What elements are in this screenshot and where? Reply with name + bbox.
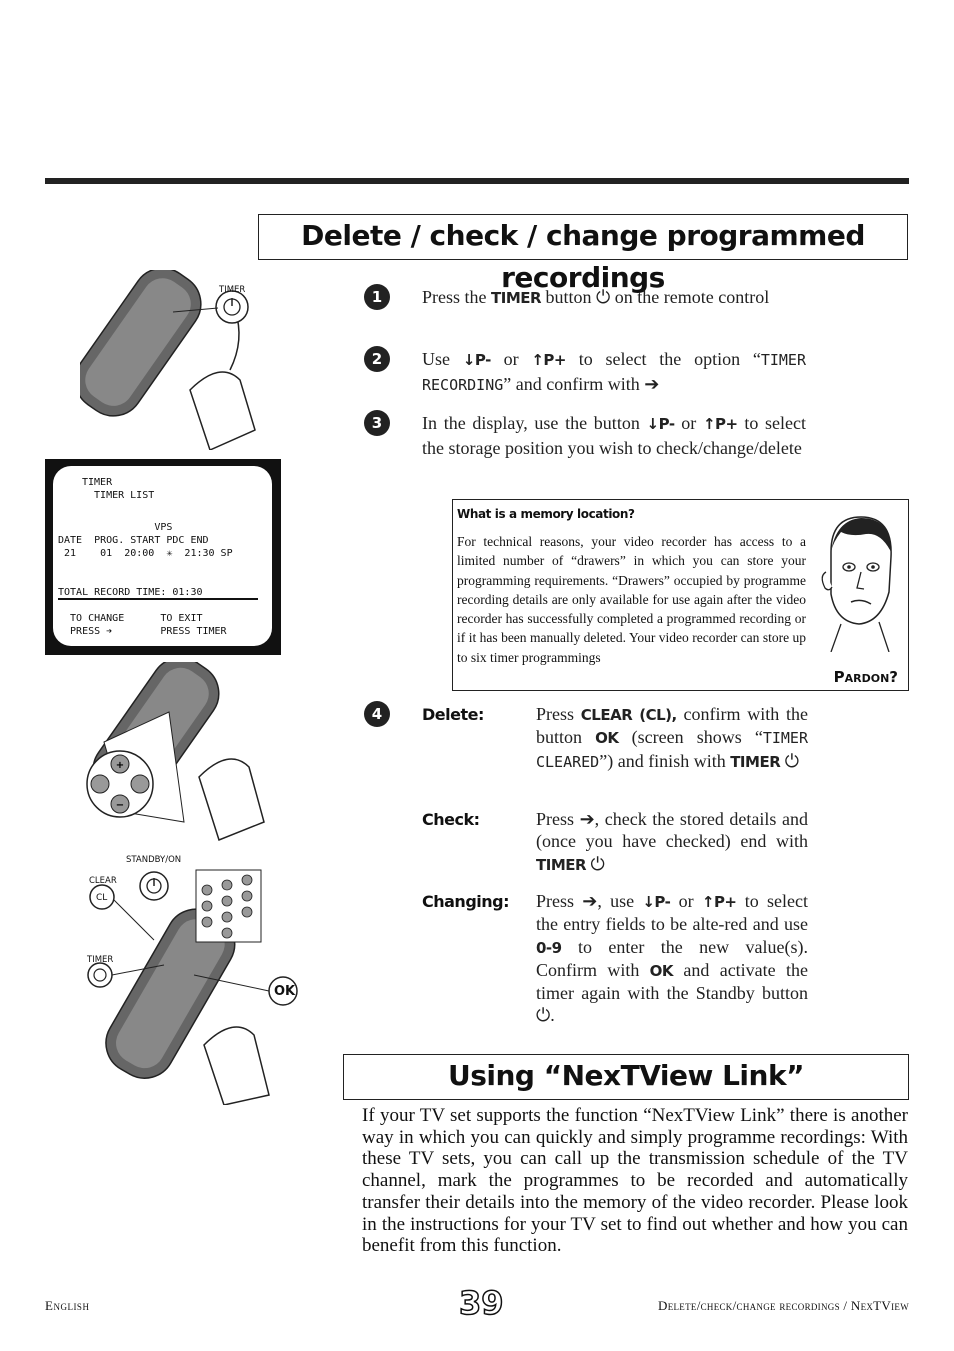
text: Press xyxy=(536,704,581,724)
svg-text:+: + xyxy=(115,760,125,771)
p-plus-key: ↑P+ xyxy=(701,893,737,911)
timer-label: TIMER xyxy=(87,955,114,965)
p-minus-key: ↓P- xyxy=(462,351,491,369)
text: or xyxy=(490,349,532,369)
screen-line: DATE PROG. START PDC END xyxy=(58,535,209,546)
pardon-face-icon xyxy=(811,512,903,652)
delete-label: Delete: xyxy=(422,705,484,724)
timer-key: TIMER xyxy=(491,289,542,307)
screen-line: VPS xyxy=(58,522,173,533)
ok-key: OK xyxy=(595,729,619,748)
p-plus-key: ↑P+ xyxy=(702,415,738,433)
changing-text xyxy=(536,890,808,1027)
text: ” and confirm with ➔ xyxy=(503,374,660,394)
step-2-text xyxy=(422,347,806,397)
nextview-paragraph: If your TV set supports the function “NexTView Link” there is another way in which you can quickly and simply programme recordings: With these TV sets, you can call up the transmission schedule of the TV channel, mark the programmes to be recorded and automatically transfer their details into the memory of the video recorder. Please look in the instructions for your TV set to find out whether and how you can benefit from this function. xyxy=(362,1105,908,1257)
step-number-2: 2 xyxy=(364,346,390,372)
check-label: Check: xyxy=(422,810,480,829)
remote-timer-illustration xyxy=(80,270,290,450)
p-plus-key: ↑P+ xyxy=(531,351,566,369)
option-name: TIMER RECORDING xyxy=(422,351,806,394)
pardon-label: Pardon? xyxy=(833,668,898,686)
screen-line: TIMER xyxy=(82,477,113,488)
timer-key: TIMER xyxy=(536,855,587,874)
text: to select the option “ xyxy=(566,349,761,369)
remote-arrow-keys-illustration xyxy=(84,662,284,842)
text: button ⏻ on the remote control xyxy=(541,287,770,307)
remote-clear-ok-illustration xyxy=(84,850,304,1105)
text: In the display, use the button xyxy=(422,413,647,433)
footer-language: English xyxy=(45,1298,90,1313)
text: to enter the new value(s). Confirm with xyxy=(536,936,808,980)
step-number-4: 4 xyxy=(364,701,390,727)
page-number: 39 xyxy=(459,1284,504,1322)
text: or xyxy=(674,413,703,433)
screen-display xyxy=(53,466,272,646)
screen-line: TO CHANGE TO EXIT xyxy=(58,613,203,624)
text: and activate the timer again with the Standby button ⏻. xyxy=(536,959,808,1026)
nextview-title: Using “NexTView Link” xyxy=(343,1054,909,1100)
text: Press ➔, check the stored details and (once you have checked) end with xyxy=(536,809,808,852)
timer-key: TIMER xyxy=(730,752,781,771)
step-1-text xyxy=(422,285,806,310)
timer-button-label: TIMER xyxy=(219,285,246,295)
text: confirm with the button xyxy=(536,704,808,748)
screen-divider xyxy=(58,598,258,600)
text: Press ➔, use xyxy=(536,891,643,911)
note-heading: What is a memory location? xyxy=(457,507,635,521)
text: Press the xyxy=(422,287,491,307)
text: to select the storage position you wish to check/change/delete xyxy=(422,413,806,458)
text: or xyxy=(670,891,702,911)
standby-label: STANDBY/ON xyxy=(126,855,182,865)
page-title: Delete / check / change programmed recordings xyxy=(258,214,908,260)
text: Use xyxy=(422,349,463,369)
changing-label: Changing: xyxy=(422,892,509,911)
screen-line: TOTAL RECORD TIME: 01:30 xyxy=(58,587,203,598)
ok-button-label: OK xyxy=(274,984,296,999)
screen-message: TIMER CLEARED xyxy=(536,729,808,771)
digit-keys: 0-9 xyxy=(536,938,562,957)
check-text xyxy=(536,808,808,876)
step-number-3: 3 xyxy=(364,410,390,436)
screen-line: TIMER LIST xyxy=(82,490,155,501)
text: (screen shows “ xyxy=(618,727,763,748)
clear-key: CLEAR (CL), xyxy=(580,706,677,724)
delete-text xyxy=(536,703,808,773)
cl-button-label: CL xyxy=(96,893,108,903)
p-minus-key: ↓P- xyxy=(642,893,671,911)
screen-line: 21 01 20:00 ✳ 21:30 SP xyxy=(58,548,233,559)
header-rule xyxy=(45,178,909,184)
svg-text:−: − xyxy=(115,800,125,811)
footer-section: Delete/check/change recordings / NexTView xyxy=(658,1298,909,1313)
ok-key: OK xyxy=(649,961,674,980)
text: ⏻ xyxy=(586,853,605,874)
step-number-1: 1 xyxy=(364,284,390,310)
text: ”) and finish with xyxy=(599,750,731,771)
text: to select the entry fields to be alte-red and use xyxy=(536,891,808,935)
text: ⏻ xyxy=(780,750,799,771)
clear-label: CLEAR xyxy=(89,876,117,886)
step-3-text xyxy=(422,411,806,460)
note-body: For technical reasons, your video recorder has access to a limited number of “drawers” in which you can store your programming requirements. “Drawers” occupied by programme recording details are only available for use again after the video recorder has successfully completed a programmed recording or if it has been manually deleted. Your video recorder can store up to six timer programmings xyxy=(457,534,806,665)
memory-location-note xyxy=(452,499,909,691)
timer-list-screen xyxy=(45,459,281,655)
screen-line: PRESS ➔ PRESS TIMER xyxy=(58,626,227,637)
p-minus-key: ↓P- xyxy=(646,415,675,433)
